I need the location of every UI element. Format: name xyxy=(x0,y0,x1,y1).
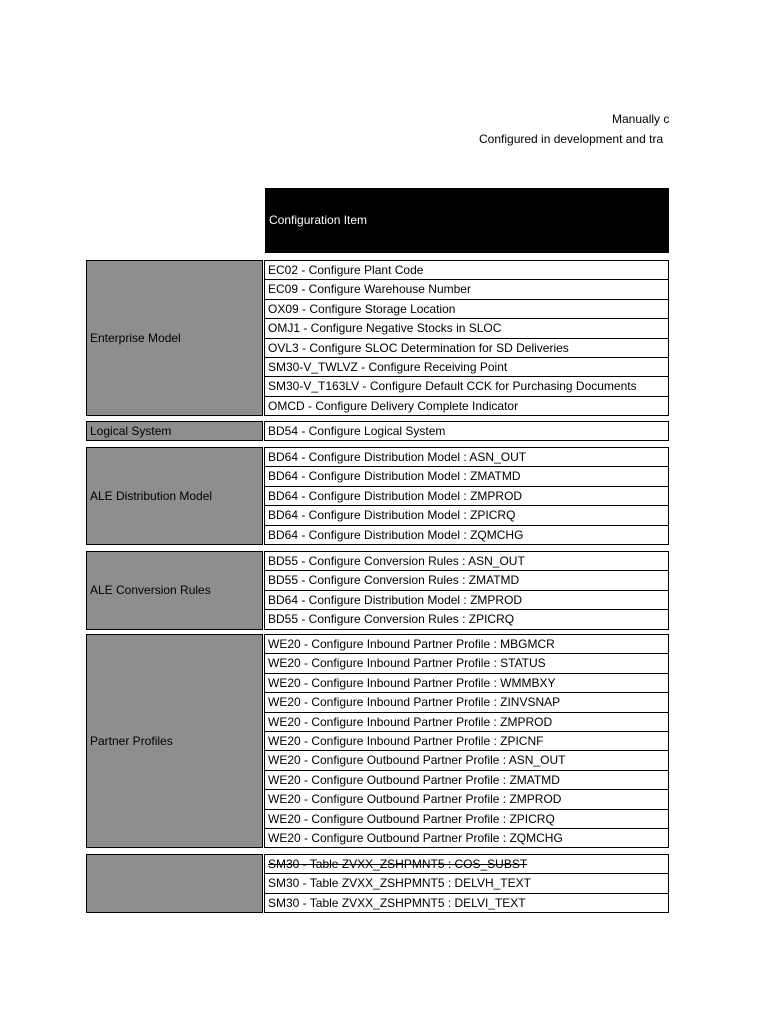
config-group xyxy=(86,447,669,545)
items-cell xyxy=(264,551,669,630)
config-item-row: BD64 - Configure Distribution Model : ZPICRQ xyxy=(265,506,668,525)
config-item-row: EC02 - Configure Plant Code xyxy=(265,261,668,280)
items-cell xyxy=(264,447,669,545)
config-item-row: WE20 - Configure Outbound Partner Profile : ZPICRQ xyxy=(265,810,668,829)
config-item-row: BD55 - Configure Conversion Rules : ZPICRQ xyxy=(265,610,668,629)
config-item-row: SM30-V_TWLVZ - Configure Receiving Point xyxy=(265,358,668,377)
note-manually-configured: Manually c xyxy=(612,112,670,126)
page-bottom-margin xyxy=(0,914,768,1024)
column-header xyxy=(265,188,669,253)
category-cell xyxy=(86,421,263,441)
items-cell xyxy=(264,854,669,913)
config-item-row: BD54 - Configure Logical System xyxy=(265,422,668,441)
category-cell xyxy=(86,551,263,630)
config-item-row: WE20 - Configure Outbound Partner Profile : ZMPROD xyxy=(265,790,668,809)
config-group xyxy=(86,421,669,441)
category-label: Logical System xyxy=(90,424,172,439)
config-item-row: BD55 - Configure Conversion Rules : ZMATMD xyxy=(265,571,668,590)
category-cell xyxy=(86,854,263,913)
config-item-row: WE20 - Configure Inbound Partner Profile : STATUS xyxy=(265,654,668,673)
config-item-row: WE20 - Configure Inbound Partner Profile : ZPICNF xyxy=(265,732,668,751)
config-item-row: EC09 - Configure Warehouse Number xyxy=(265,280,668,299)
config-item-row: BD55 - Configure Conversion Rules : ASN_OUT xyxy=(265,552,668,571)
config-item-row: BD64 - Configure Distribution Model : ZQMCHG xyxy=(265,526,668,545)
category-label: ALE Conversion Rules xyxy=(90,583,211,598)
items-cell xyxy=(264,421,669,441)
config-item-row: OMCD - Configure Delivery Complete Indicator xyxy=(265,397,668,416)
category-cell xyxy=(86,634,263,848)
config-item-row: WE20 - Configure Inbound Partner Profile : MBGMCR xyxy=(265,635,668,654)
config-item-row: SM30 - Table ZVXX_ZSHPMNT5 : DELVI_TEXT xyxy=(265,894,668,913)
category-label: ALE Distribution Model xyxy=(90,489,213,503)
config-item-row: WE20 - Configure Inbound Partner Profile : WMMBXY xyxy=(265,674,668,693)
config-item-row: BD64 - Configure Distribution Model : ZMPROD xyxy=(265,487,668,506)
config-item-row: WE20 - Configure Inbound Partner Profile : ZINVSNAP xyxy=(265,693,668,712)
config-item-row: BD64 - Configure Distribution Model : ZMATMD xyxy=(265,467,668,486)
items-cell xyxy=(264,260,669,416)
config-group xyxy=(86,634,669,848)
column-header-label: Configuration Item xyxy=(269,213,368,227)
config-item-row: WE20 - Configure Inbound Partner Profile : ZMPROD xyxy=(265,713,668,732)
category-label: Enterprise Model xyxy=(90,331,181,346)
config-item-row: OVL3 - Configure SLOC Determination for SD Deliveries xyxy=(265,339,668,358)
config-item-row: SM30 - Table ZVXX_ZSHPMNT5 : DELVH_TEXT xyxy=(265,874,668,893)
config-group xyxy=(86,551,669,630)
category-label: Partner Profiles xyxy=(90,734,173,749)
config-item-row: BD64 - Configure Distribution Model : ZMPROD xyxy=(265,591,668,610)
config-item-row: WE20 - Configure Outbound Partner Profile : ZMATMD xyxy=(265,771,668,790)
config-item-row: WE20 - Configure Outbound Partner Profile : ASN_OUT xyxy=(265,751,668,770)
items-cell xyxy=(264,634,669,848)
category-cell xyxy=(86,260,263,416)
config-item-row: WE20 - Configure Outbound Partner Profile : ZQMCHG xyxy=(265,829,668,848)
config-item-row: OX09 - Configure Storage Location xyxy=(265,300,668,319)
config-item-row: BD64 - Configure Distribution Model : ASN_OUT xyxy=(265,448,668,467)
config-item-row: SM30 - Table ZVXX_ZSHPMNT5 : COS_SUBST xyxy=(265,855,668,874)
config-item-row: SM30-V_T163LV - Configure Default CCK for Purchasing Documents xyxy=(265,377,668,396)
config-group xyxy=(86,260,669,416)
category-cell xyxy=(86,447,263,545)
config-group xyxy=(86,854,669,913)
note-configured-in-development: Configured in development and tra xyxy=(479,132,664,146)
config-item-row: OMJ1 - Configure Negative Stocks in SLOC xyxy=(265,319,668,338)
